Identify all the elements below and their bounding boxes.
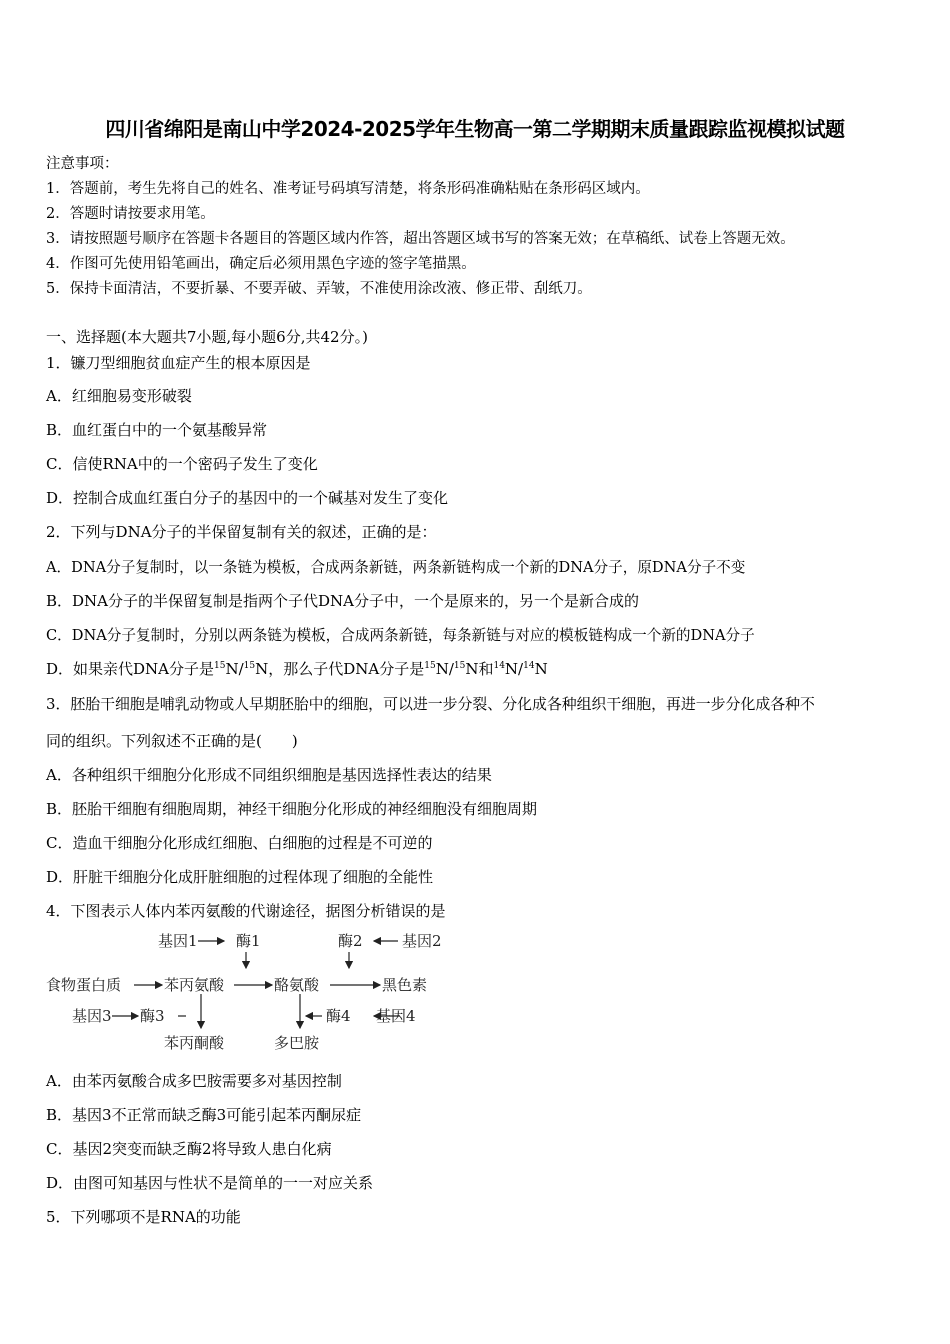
question-4-option-d: D．由图可知基因与性状不是简单的一一对应关系	[46, 1174, 374, 1192]
gene2-label: 基因2	[402, 932, 442, 950]
enzyme3-label: 酶3	[140, 1007, 165, 1025]
question-2-option-d	[46, 658, 548, 679]
question-2-option-b: B．DNA分子的半保留复制是指两个子代DNA分子中，一个是原来的，另一个是新合成的	[46, 592, 639, 610]
option-d-text: N，那么子代DNA分子是	[255, 660, 425, 678]
question-3-option-c: C．造血干细胞分化形成红细胞、白细胞的过程是不可逆的	[46, 834, 433, 852]
option-d-text: N	[534, 660, 548, 678]
isotope-superscript: 14	[523, 661, 535, 671]
question-1-option-c: C．信使RNA中的一个密码子发生了变化	[46, 455, 318, 473]
question-4-option-c: C．基因2突变而缺乏酶2将导致人患白化病	[46, 1140, 332, 1158]
notice-item: 5．保持卡面清洁，不要折暴、不要弄破、弄皱，不准使用涂改液、修正带、刮纸刀。	[46, 281, 592, 297]
question-4-option-a: A．由苯丙氨酸合成多巴胺需要多对基因控制	[46, 1072, 342, 1090]
dopamine-label: 多巴胺	[274, 1034, 320, 1052]
option-d-text: N/	[225, 660, 244, 678]
isotope-superscript: 15	[424, 661, 436, 671]
food-protein-label: 食物蛋白质	[46, 976, 122, 994]
question-2-option-c: C．DNA分子复制时，分别以两条链为模板，合成两条新链，每条新链与对应的模板链构成一个新的DNA分子	[46, 627, 755, 644]
question-3-option-d: D．肝脏干细胞分化成肝脏细胞的过程体现了细胞的全能性	[46, 868, 434, 886]
metabolism-pathway-diagram	[46, 928, 446, 1054]
question-4-option-b: B．基因3不正常而缺乏酶3可能引起苯丙酮尿症	[46, 1106, 362, 1124]
question-2-stem: 2．下列与DNA分子的半保留复制有关的叙述，正确的是：	[46, 523, 437, 541]
question-1-stem: 1．镰刀型细胞贫血症产生的根本原因是	[46, 354, 311, 372]
question-4-stem: 4．下图表示人体内苯丙氨酸的代谢途径，据图分析错误的是	[46, 902, 446, 920]
notice-item: 3．请按照题号顺序在答题卡各题目的答题区域内作答，超出答题区域书写的答案无效；在草稿纸、试卷上答题无效。	[46, 231, 795, 247]
question-1-option-a: A．红细胞易变形破裂	[46, 387, 192, 405]
option-d-text: N和	[465, 660, 494, 678]
gene3-label: 基因3	[72, 1007, 112, 1025]
phenylalanine-label: 苯丙氨酸	[164, 976, 225, 994]
question-1-option-d: D．控制合成血红蛋白分子的基因中的一个碱基对发生了变化	[46, 489, 449, 507]
melanin-label: 黑色素	[382, 976, 428, 994]
question-3-option-a: A．各种组织干细胞分化形成不同组织细胞是基因选择性表达的结果	[46, 766, 492, 784]
notice-heading: 注意事项：	[46, 156, 119, 172]
enzyme2-label: 酶2	[338, 932, 363, 950]
enzyme1-label: 酶1	[236, 932, 261, 950]
option-d-text: N/	[504, 660, 524, 678]
notice-item: 1．答题前，考生先将自己的姓名、准考证号码填写清楚，将条形码准确粘贴在条形码区域内。	[46, 181, 650, 197]
question-2-option-a: A．DNA分子复制时，以一条链为模板，合成两条新链，两条新链构成一个新的DNA分子，原DNA分子不变	[46, 559, 746, 576]
question-3-option-b: B．胚胎干细胞有细胞周期，神经干细胞分化形成的神经细胞没有细胞周期	[46, 800, 538, 818]
isotope-superscript: 14	[493, 661, 505, 671]
notice-item: 4．作图可先使用铅笔画出，确定后必须用黑色字迹的签字笔描黑。	[46, 256, 476, 272]
isotope-superscript: 15	[243, 661, 256, 671]
option-d-text: N/	[435, 660, 454, 678]
gene1-label: 基因1	[158, 932, 198, 950]
question-3-stem-cont: 同的组织。下列叙述不正确的是( )	[46, 732, 298, 750]
phenylpyruvate-label: 苯丙酮酸	[164, 1034, 225, 1052]
enzyme4-label: 酶4	[326, 1007, 351, 1025]
page-title: 四川省绵阳是南山中学2024-2025学年生物高一第二学期期末质量跟踪监视模拟试题	[105, 117, 845, 141]
tyrosine-label: 酪氨酸	[274, 976, 320, 994]
gene4-label: 基因4	[376, 1007, 416, 1025]
isotope-superscript: 15	[214, 661, 226, 671]
question-1-option-b: B．血红蛋白中的一个氨基酸异常	[46, 421, 268, 439]
option-d-text: D．如果亲代DNA分子是	[46, 660, 215, 678]
isotope-superscript: 15	[453, 661, 466, 671]
notice-item: 2．答题时请按要求用笔。	[46, 206, 215, 222]
question-3-stem: 3．胚胎干细胞是哺乳动物或人早期胚胎中的细胞，可以进一步分裂、分化成各种组织干细胞，再进一步分化成各种不	[46, 695, 815, 713]
section-heading: 一、选择题(本大题共7小题,每小题6分,共42分。)	[46, 328, 368, 346]
question-5-stem: 5．下列哪项不是RNA的功能	[46, 1208, 241, 1226]
pathway-svg	[46, 928, 446, 1054]
